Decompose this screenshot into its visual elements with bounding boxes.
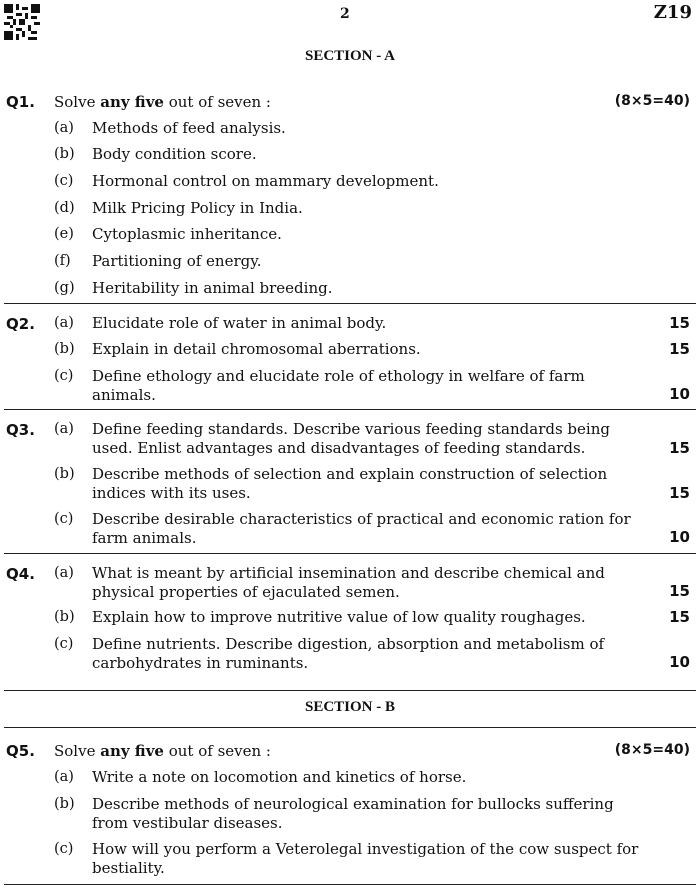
divider xyxy=(4,727,696,728)
question-number: Q4. xyxy=(6,565,35,583)
item-label: (c) xyxy=(54,636,74,652)
divider xyxy=(4,553,696,554)
page-number: 2 xyxy=(340,6,350,22)
divider xyxy=(4,303,696,304)
item-text: What is meant by artificial insemination and describe chemical and physical properties of ejaculated semen. xyxy=(92,564,605,601)
question-stem: Solve any five out of seven : xyxy=(54,742,271,760)
qr-code-icon xyxy=(4,4,40,40)
question-number: Q1. xyxy=(6,93,35,111)
divider xyxy=(4,884,696,885)
item-label: (d) xyxy=(54,200,75,216)
item-text: Define feeding standards. Describe various feeding standards being used. Enlist advantages and disadvantages of feeding standards. xyxy=(92,420,610,457)
item-label: (f) xyxy=(54,253,71,269)
section-a-title: SECTION - A xyxy=(304,48,396,64)
item-label: (a) xyxy=(54,315,74,331)
paper-code: Z19 xyxy=(653,2,692,23)
item-label: (e) xyxy=(54,226,74,242)
item-label: (a) xyxy=(54,769,74,785)
item-text: Body condition score. xyxy=(92,145,257,163)
item-text: Define nutrients. Describe digestion, absorption and metabolism of carbohydrates in ruminants. xyxy=(92,635,605,672)
item-marks: 15 xyxy=(669,484,690,502)
item-text: Cytoplasmic inheritance. xyxy=(92,225,282,243)
section-b-title: SECTION - B xyxy=(304,699,396,715)
item-label: (b) xyxy=(54,146,75,162)
item-label: (a) xyxy=(54,120,74,136)
item-label: (a) xyxy=(54,565,74,581)
item-label: (b) xyxy=(54,466,75,482)
item-text: Milk Pricing Policy in India. xyxy=(92,199,303,217)
item-text: Hormonal control on mammary development. xyxy=(92,172,439,190)
item-marks: 15 xyxy=(669,314,690,332)
item-text: Define ethology and elucidate role of ethology in welfare of farm animals. xyxy=(92,367,585,404)
question-marks: (8×5=40) xyxy=(614,742,690,758)
item-text: Describe desirable characteristics of practical and economic ration for farm animals. xyxy=(92,510,631,547)
item-text: Heritability in animal breeding. xyxy=(92,279,333,297)
item-label: (b) xyxy=(54,796,75,812)
divider xyxy=(4,409,696,410)
item-label: (c) xyxy=(54,368,74,384)
item-marks: 10 xyxy=(669,653,690,671)
question-marks: (8×5=40) xyxy=(614,93,690,109)
item-text: How will you perform a Veterolegal investigation of the cow suspect for bestiality. xyxy=(92,840,639,877)
item-marks: 15 xyxy=(669,582,690,600)
item-text: Describe methods of neurological examination for bullocks suffering from vestibular diseases. xyxy=(92,795,614,832)
item-marks: 10 xyxy=(669,385,690,403)
item-text: Methods of feed analysis. xyxy=(92,119,286,137)
item-text: Partitioning of energy. xyxy=(92,252,262,270)
item-marks: 10 xyxy=(669,528,690,546)
item-text: Explain how to improve nutritive value of low quality roughages. xyxy=(92,608,586,626)
item-marks: 15 xyxy=(669,608,690,626)
item-text: Explain in detail chromosomal aberrations. xyxy=(92,340,421,358)
item-text: Describe methods of selection and explain construction of selection indices with its uses. xyxy=(92,465,608,502)
item-label: (g) xyxy=(54,280,75,296)
item-marks: 15 xyxy=(669,340,690,358)
item-label: (c) xyxy=(54,173,74,189)
item-marks: 15 xyxy=(669,439,690,457)
question-number: Q3. xyxy=(6,421,35,439)
question-stem: Solve any five out of seven : xyxy=(54,93,271,111)
item-text: Write a note on locomotion and kinetics of horse. xyxy=(92,768,467,786)
item-label: (c) xyxy=(54,511,74,527)
item-label: (b) xyxy=(54,341,75,357)
item-label: (a) xyxy=(54,421,74,437)
item-label: (c) xyxy=(54,841,74,857)
divider xyxy=(4,690,696,691)
question-number: Q2. xyxy=(6,315,35,333)
question-number: Q5. xyxy=(6,742,35,760)
item-label: (b) xyxy=(54,609,75,625)
item-text: Elucidate role of water in animal body. xyxy=(92,314,387,332)
